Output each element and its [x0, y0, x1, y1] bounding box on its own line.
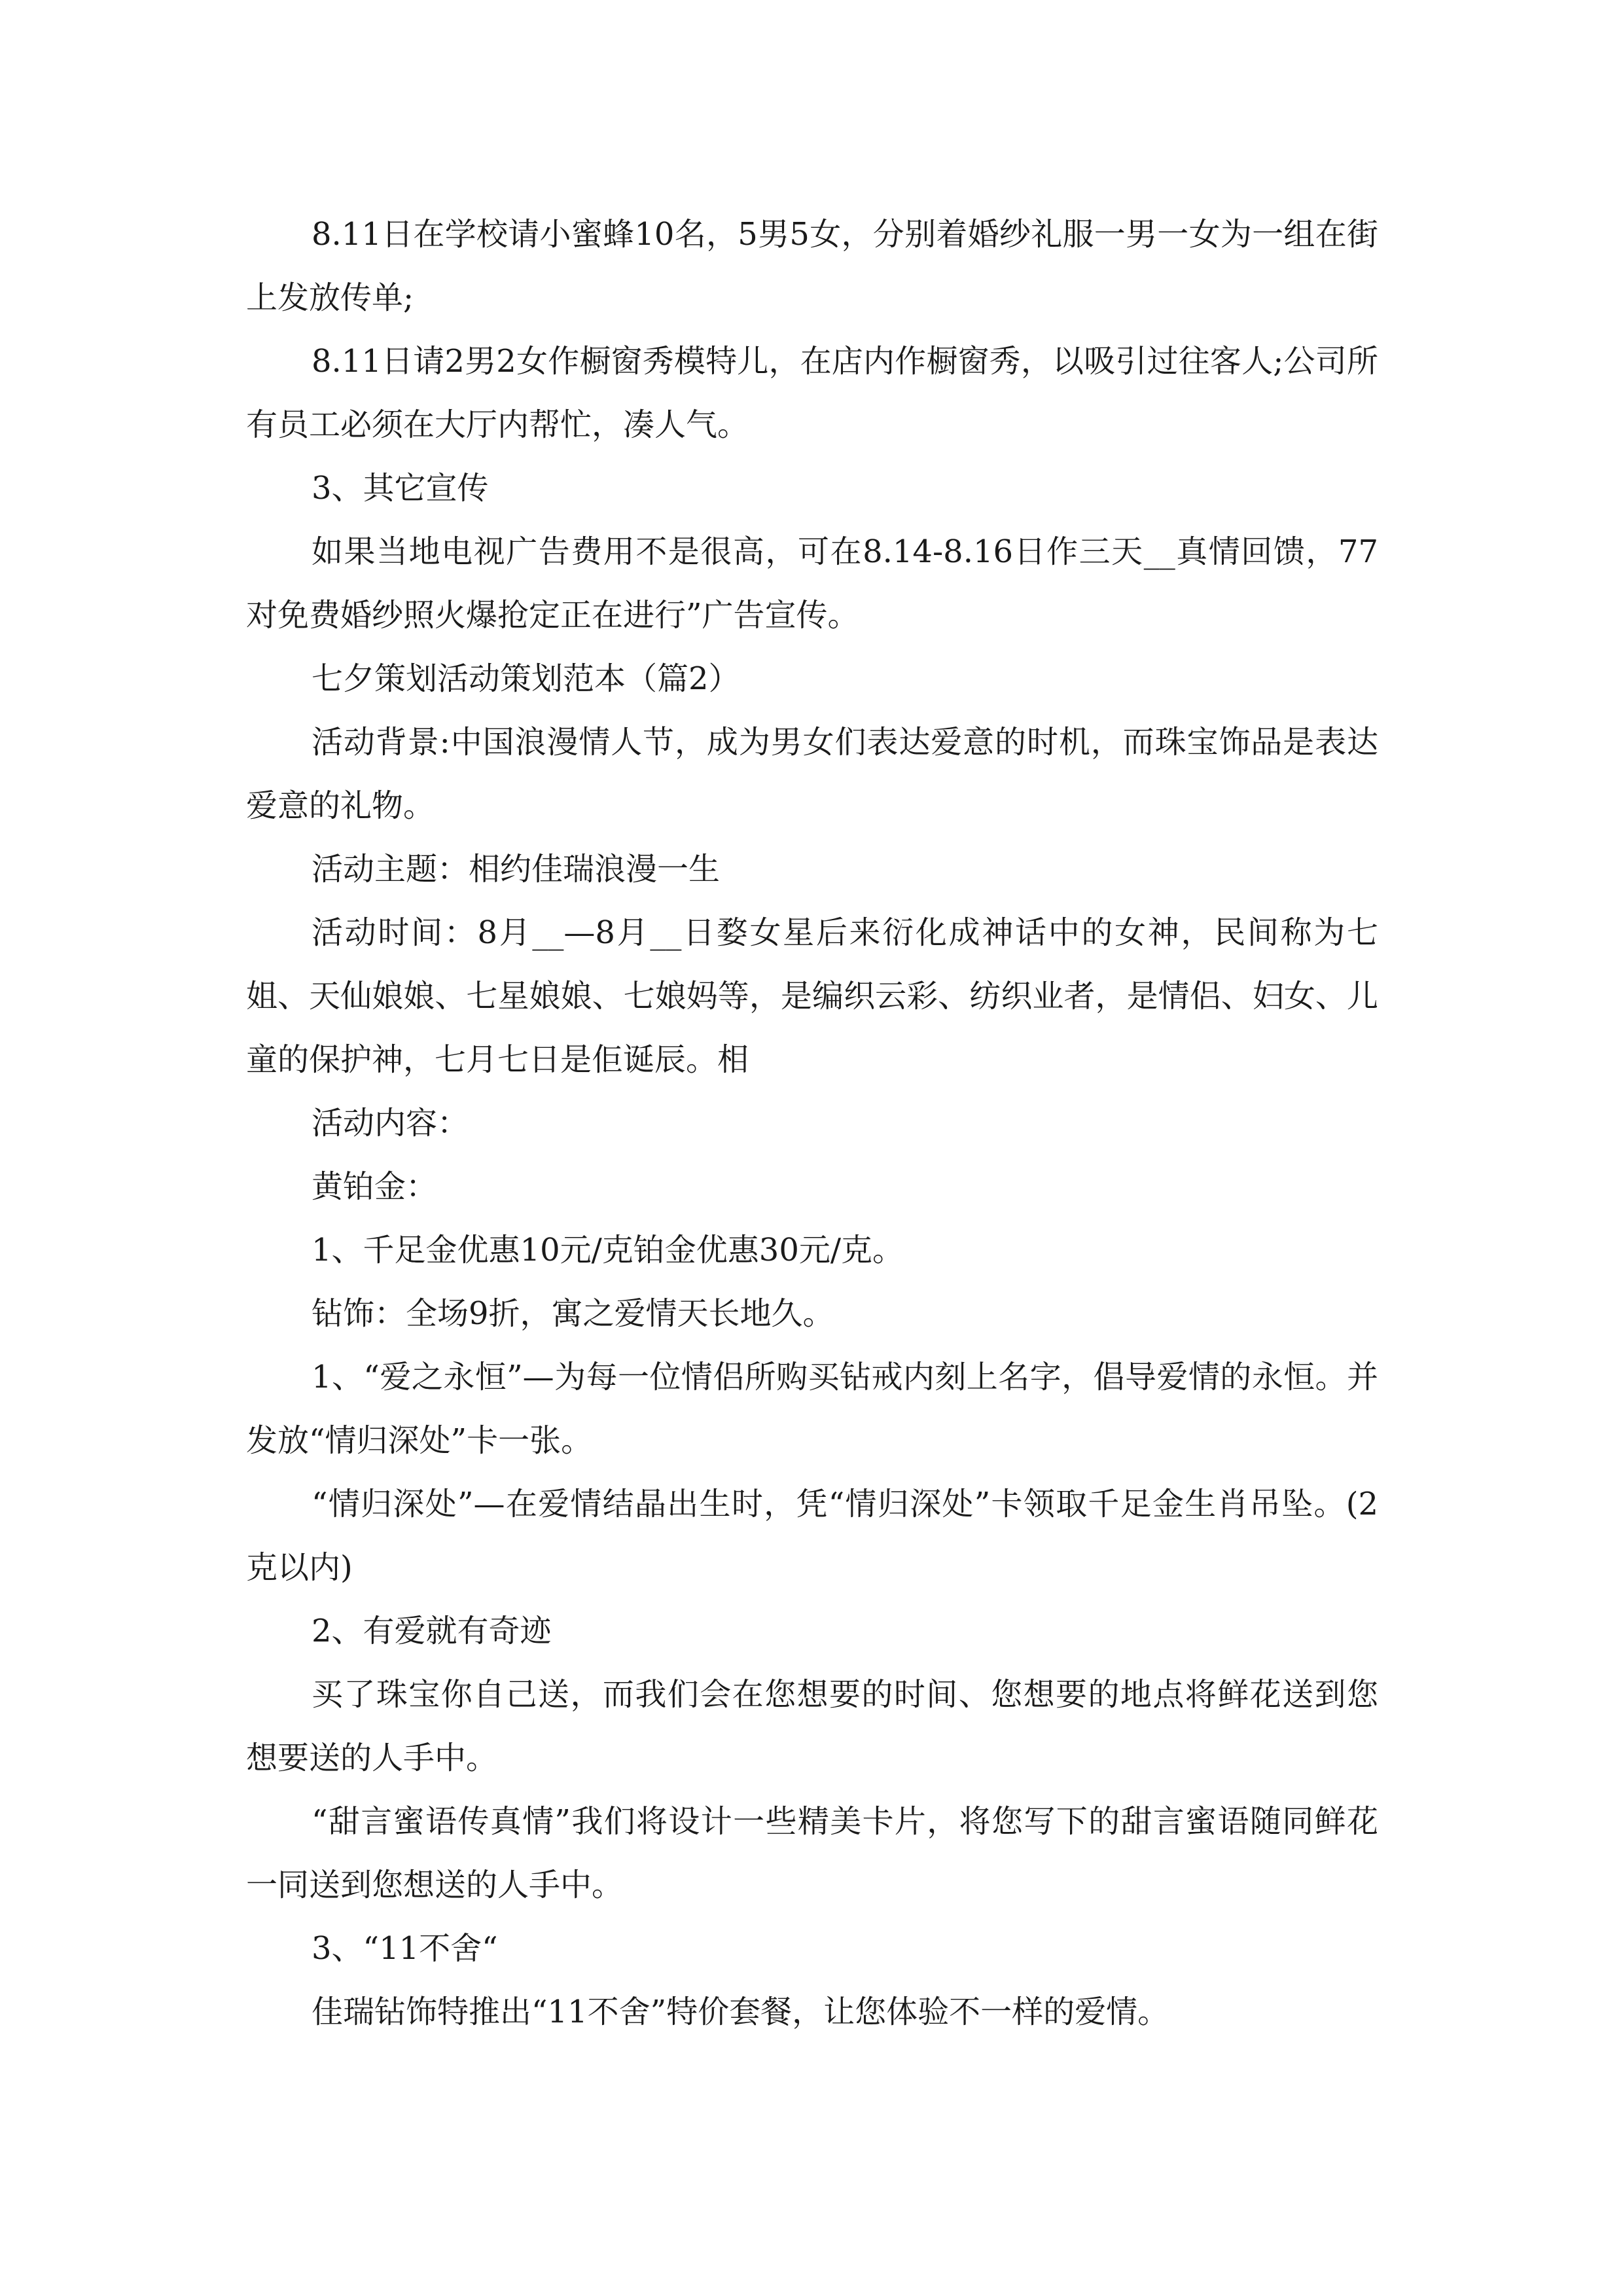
- paragraph-sweet-words: “甜言蜜语传真情”我们将设计一些精美卡片，将您写下的甜言蜜语随同鲜花一同送到您想送的人手中。: [246, 1803, 1378, 1903]
- paragraph-miracle-heading: 2、有爱就有奇迹: [312, 1613, 552, 1649]
- paragraph-gold-heading: 黄铂金：: [312, 1168, 438, 1205]
- paragraph-eleven-heading: 3、“11不舍“: [312, 1930, 498, 1967]
- paragraph-flower-delivery: 买了珠宝你自己送，而我们会在您想要的时间、您想要的地点将鲜花送到您想要送的人手中。: [246, 1676, 1378, 1776]
- paragraph-eleven-package: 佳瑞钻饰特推出“11不舍”特价套餐，让您体验不一样的爱情。: [312, 1994, 1169, 2030]
- paragraph-eternal-love: 1、“爱之永恒”—为每一位情侣所购买钻戒内刻上名字，倡导爱情的永恒。并发放“情归深处”卡一张。: [246, 1359, 1378, 1459]
- paragraph-time: 活动时间：8月__—8月__日婺女星后来衍化成神话中的女神，民间称为七姐、天仙娘娘、七星娘娘、七娘妈等，是编织云彩、纺织业者，是情侣、妇女、儿童的保护神，七月七日是佢诞辰。相: [246, 914, 1378, 1078]
- paragraph-diamond: 钻饰：全场9折，寓之爱情天长地久。: [312, 1295, 834, 1332]
- paragraph-gold-discount: 1、千足金优惠10元/克铂金优惠30元/克。: [312, 1232, 904, 1268]
- paragraph-content-heading: 活动内容：: [312, 1105, 469, 1141]
- paragraph-background: 活动背景:中国浪漫情人节，成为男女们表达爱意的时机，而珠宝饰品是表达爱意的礼物。: [246, 724, 1378, 824]
- paragraph-promo-flyers: 8.11日在学校请小蜜蜂10名，5男5女，分别着婚纱礼服一男一女为一组在街上发放传单;: [246, 216, 1378, 316]
- document-body: [246, 203, 1378, 2044]
- paragraph-other-promo-heading: 3、其它宣传: [312, 470, 489, 507]
- paragraph-deep-love-card: “情归深处”—在爱情结晶出生时，凭“情归深处”卡领取千足金生肖吊坠。(2克以内): [246, 1486, 1378, 1586]
- paragraph-window-models: 8.11日请2男2女作橱窗秀模特儿，在店内作橱窗秀，以吸引过往客人;公司所有员工必须在大厅内帮忙，凑人气。: [246, 343, 1378, 443]
- paragraph-tv-ads: 如果当地电视广告费用不是很高，可在8.14-8.16日作三天__真情回馈，77对免费婚纱照火爆抢定正在进行”广告宣传。: [246, 533, 1378, 634]
- section-title: 七夕策划活动策划范本（篇2）: [312, 660, 740, 697]
- paragraph-theme: 活动主题：相约佳瑞浪漫一生: [312, 851, 721, 888]
